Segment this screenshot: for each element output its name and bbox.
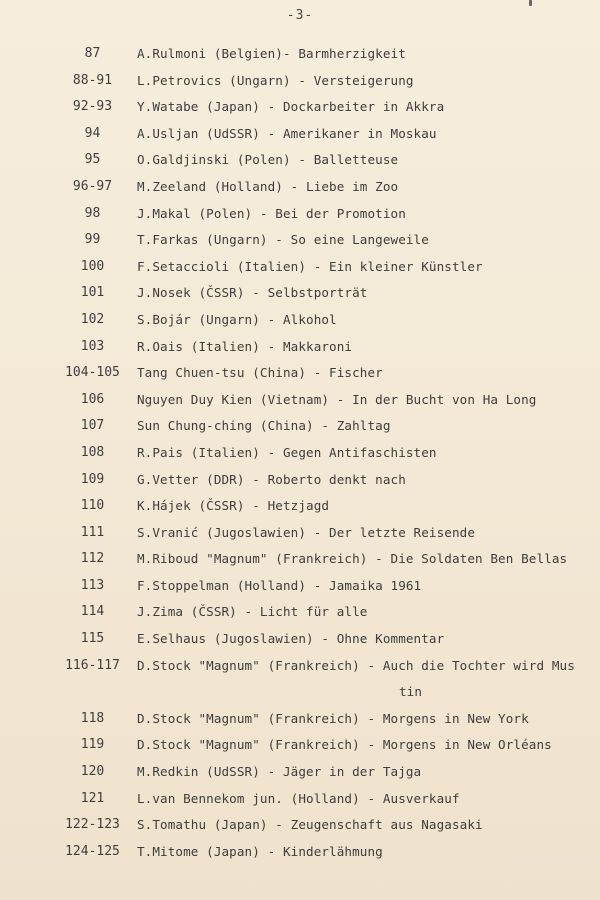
entry-row <box>0 525 600 552</box>
entry-row <box>0 817 600 844</box>
entry-text: K.Hájek (ČSSR) - Hetzjagd <box>137 498 330 514</box>
entry-number: 95 <box>84 152 101 168</box>
entry-text: G.Vetter (DDR) - Roberto denkt nach <box>137 471 406 487</box>
entry-number: 120 <box>80 764 105 780</box>
entry-number: 111 <box>80 524 105 540</box>
entry-number: 114 <box>80 604 105 620</box>
entry-number: 106 <box>80 391 105 407</box>
entry-text: F.Setaccioli (Italien) - Ein kleiner Künstler <box>137 258 483 274</box>
entry-number: 99 <box>84 232 101 248</box>
entry-number: 108 <box>80 444 105 460</box>
entry-text: T.Mitome (Japan) - Kinderlähmung <box>137 843 383 859</box>
entry-row <box>0 737 600 764</box>
entry-text: O.Galdjinski (Polen) - Balletteuse <box>137 152 399 168</box>
entry-row <box>0 152 600 179</box>
ink-mark <box>529 0 532 6</box>
entry-text: S.Bojár (Ungarn) - Alkohol <box>137 311 337 327</box>
entry-row <box>0 844 600 871</box>
entry-number: 119 <box>80 737 105 753</box>
entry-text: J.Makal (Polen) - Bei der Promotion <box>137 205 406 221</box>
entry-number: 107 <box>80 418 105 434</box>
entry-row <box>0 126 600 153</box>
entry-row <box>0 472 600 499</box>
entry-number: 98 <box>84 205 101 221</box>
entry-text: Nguyen Duy Kien (Vietnam) - In der Bucht von Ha Long <box>137 391 537 407</box>
entry-row <box>0 418 600 445</box>
entry-row <box>0 46 600 73</box>
entry-number: 100 <box>80 258 105 274</box>
entry-row <box>0 232 600 259</box>
entry-row-continuation <box>0 684 600 711</box>
entry-text: J.Nosek (ČSSR) - Selbstporträt <box>137 285 368 301</box>
entry-number: 92-93 <box>72 99 113 115</box>
entry-row <box>0 179 600 206</box>
entry-row <box>0 658 600 685</box>
entry-number: 88-91 <box>72 72 113 88</box>
entry-number: 116-117 <box>65 657 120 673</box>
entry-number: 112 <box>80 551 105 567</box>
entry-row <box>0 392 600 419</box>
page-number: -3- <box>286 8 314 23</box>
entry-text: M.Redkin (UdSSR) - Jäger in der Tajga <box>137 764 422 780</box>
entry-row <box>0 578 600 605</box>
entry-row <box>0 285 600 312</box>
entry-number: 104-105 <box>65 365 120 381</box>
entry-text: D.Stock "Magnum" (Frankreich) - Auch die Tochter wird Mus <box>137 657 575 673</box>
entry-text: A.Rulmoni (Belgien)- Barmherzigkeit <box>137 46 406 61</box>
entry-number: 110 <box>80 498 105 514</box>
entry-number: 109 <box>80 471 105 487</box>
entry-row <box>0 498 600 525</box>
entry-number: 94 <box>84 125 101 141</box>
entry-number: 87 <box>84 46 101 61</box>
entry-row <box>0 764 600 791</box>
entry-number: 102 <box>80 311 105 327</box>
entry-text: Tang Chuen-tsu (China) - Fischer <box>137 365 383 381</box>
entry-row <box>0 631 600 658</box>
entry-text: R.Pais (Italien) - Gegen Antifaschisten <box>137 444 437 460</box>
entry-number: 96-97 <box>72 178 113 194</box>
entry-text: F.Stoppelman (Holland) - Jamaika 1961 <box>137 577 422 593</box>
entry-row <box>0 73 600 100</box>
entry-text: D.Stock "Magnum" (Frankreich) - Morgens in New Orléans <box>137 737 552 753</box>
entry-number: 118 <box>80 710 105 726</box>
entry-row <box>0 604 600 631</box>
entry-row <box>0 365 600 392</box>
entry-list <box>0 46 600 870</box>
entry-number: 101 <box>80 285 105 301</box>
entry-text: tin <box>399 684 423 700</box>
entry-row <box>0 259 600 286</box>
entry-number: 121 <box>80 790 105 806</box>
entry-row <box>0 445 600 472</box>
entry-row <box>0 99 600 126</box>
entry-row <box>0 206 600 233</box>
entry-number: 103 <box>80 338 105 354</box>
entry-row <box>0 711 600 738</box>
entry-text: J.Zima (ČSSR) - Licht für alle <box>137 604 368 620</box>
entry-text: S.Tomathu (Japan) - Zeugenschaft aus Nagasaki <box>137 817 483 833</box>
entry-text: Y.Watabe (Japan) - Dockarbeiter in Akkra <box>137 99 445 115</box>
entry-text: A.Usljan (UdSSR) - Amerikaner in Moskau <box>137 125 437 141</box>
entry-text: D.Stock "Magnum" (Frankreich) - Morgens in New York <box>137 710 529 726</box>
entry-row <box>0 312 600 339</box>
entry-text: M.Zeeland (Holland) - Liebe im Zoo <box>137 178 399 194</box>
entry-number: 122-123 <box>65 817 120 833</box>
entry-row <box>0 339 600 366</box>
entry-text: Sun Chung-ching (China) - Zahltag <box>137 418 391 434</box>
entry-text: R.Oais (Italien) - Makkaroni <box>137 338 353 354</box>
entry-number: 115 <box>80 631 105 647</box>
entry-text: T.Farkas (Ungarn) - So eine Langeweile <box>137 232 429 248</box>
entry-text: S.Vranić (Jugoslawien) - Der letzte Reisende <box>137 524 476 540</box>
entry-number: 124-125 <box>65 843 120 859</box>
entry-text: L.van Bennekom jun. (Holland) - Ausverkauf <box>137 790 460 806</box>
entry-number: 113 <box>80 577 105 593</box>
entry-text: E.Selhaus (Jugoslawien) - Ohne Kommentar <box>137 631 445 647</box>
entry-text: M.Riboud "Magnum" (Frankreich) - Die Soldaten Ben Bellas <box>137 551 568 567</box>
entry-row <box>0 791 600 818</box>
entry-row <box>0 551 600 578</box>
entry-text: L.Petrovics (Ungarn) - Versteigerung <box>137 72 414 88</box>
